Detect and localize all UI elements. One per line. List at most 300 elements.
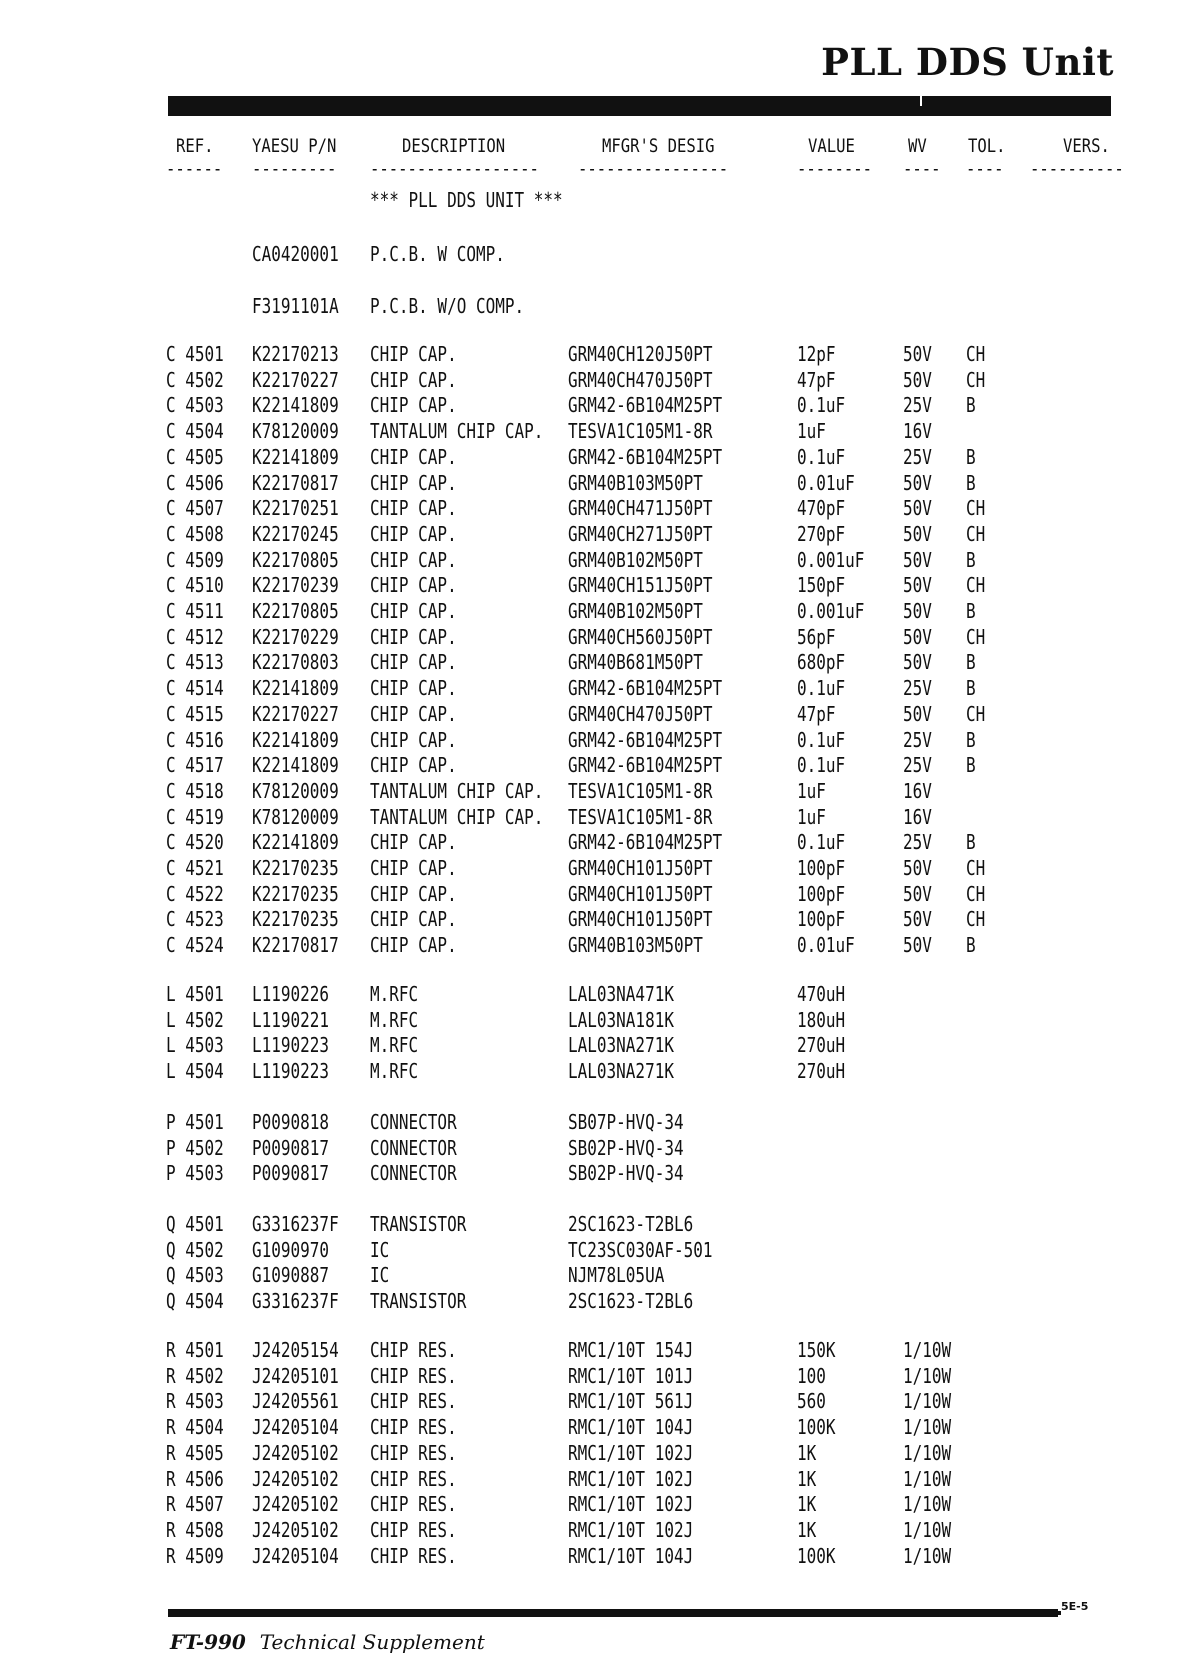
part-description: P.C.B. W COMP.: [370, 242, 505, 266]
table-row: [0, 1059, 1190, 1085]
cell-desc: CHIP CAP.: [370, 367, 457, 392]
table-row: [0, 1110, 1190, 1136]
column-header: [602, 135, 715, 157]
cell-tol: B: [966, 830, 976, 855]
cell-pn: K22170227: [252, 701, 339, 726]
cell-mfgr: RMC1/10T 101J: [568, 1363, 694, 1388]
cell-ref: Q 4501: [166, 1212, 224, 1236]
column-header-label: DESCRIPTION: [402, 135, 506, 157]
cell-tol: B: [966, 470, 976, 495]
column-header-underline: ------------------: [370, 158, 539, 180]
cell-pn: K22170229: [252, 624, 339, 649]
page-number: 5E-5: [1061, 1600, 1089, 1613]
cell-mfgr: TESVA1C105M1-8R: [568, 804, 713, 829]
cell-pn: L1190223: [252, 1059, 330, 1084]
cell-wv: 25V: [903, 676, 932, 701]
cell-value: 470uH: [797, 982, 846, 1006]
table-row: [0, 1263, 1190, 1289]
cell-tol: CH: [966, 907, 986, 932]
part-number: CA0420001: [252, 242, 339, 266]
cell-value: 1uF: [797, 778, 826, 803]
cell-mfgr: 2SC1623-T2BL6: [568, 1212, 694, 1236]
cell-ref: P 4503: [166, 1161, 224, 1186]
table-row: [0, 1415, 1190, 1441]
cell-ref: C 4503: [166, 393, 224, 418]
cell-desc: CHIP RES.: [370, 1415, 457, 1440]
cell-desc: TANTALUM CHIP CAP.: [370, 804, 544, 829]
cell-mfgr: GRM40CH101J50PT: [568, 881, 713, 906]
table-row: [0, 702, 1190, 728]
cell-ref: C 4519: [166, 804, 224, 829]
cell-value: 100pF: [797, 856, 846, 880]
cell-ref: C 4523: [166, 907, 224, 932]
cell-wv: 1/10W: [903, 1517, 952, 1542]
cell-mfgr: GRM40B102M50PT: [568, 547, 703, 572]
column-header-label: VERS.: [1063, 135, 1110, 157]
cell-desc: CHIP CAP.: [370, 881, 457, 906]
column-header: [176, 135, 214, 157]
cell-pn: G3316237F: [252, 1289, 339, 1314]
cell-mfgr: RMC1/10T 102J: [568, 1466, 694, 1491]
cell-mfgr: NJM78L05UA: [568, 1263, 665, 1288]
cell-mfgr: GRM40CH101J50PT: [568, 907, 713, 932]
cell-mfgr: GRM40CH101J50PT: [568, 856, 713, 880]
cell-wv: 16V: [903, 804, 932, 829]
cell-desc: CHIP CAP.: [370, 676, 457, 701]
cell-ref: L 4504: [166, 1059, 224, 1084]
cell-value: 1uF: [797, 419, 826, 444]
column-header-underline: ----------: [1030, 158, 1124, 180]
cell-ref: C 4518: [166, 778, 224, 803]
cell-pn: K78120009: [252, 804, 339, 829]
column-header-underline: ----: [903, 158, 941, 180]
cell-value: 100: [797, 1363, 826, 1388]
cell-pn: K22141809: [252, 393, 339, 418]
cell-ref: C 4522: [166, 881, 224, 906]
cell-value: 100K: [797, 1543, 836, 1568]
cell-desc: CHIP CAP.: [370, 907, 457, 932]
table-row: [0, 496, 1190, 522]
cell-tol: B: [966, 650, 976, 675]
table-row: [0, 1136, 1190, 1162]
table-row: [0, 1238, 1190, 1264]
cell-ref: P 4502: [166, 1135, 224, 1160]
footer-model: FT-990: [170, 1630, 246, 1654]
cell-desc: CHIP CAP.: [370, 573, 457, 598]
cell-desc: CHIP RES.: [370, 1543, 457, 1568]
cell-desc: CHIP RES.: [370, 1440, 457, 1465]
cell-value: 680pF: [797, 650, 846, 675]
cell-pn: G1090970: [252, 1237, 330, 1262]
cell-desc: CHIP CAP.: [370, 650, 457, 675]
table-row: [0, 471, 1190, 497]
table-row: [0, 753, 1190, 779]
cell-mfgr: RMC1/10T 104J: [568, 1415, 694, 1440]
cell-desc: CHIP CAP.: [370, 599, 457, 623]
cell-tol: CH: [966, 624, 986, 649]
cell-ref: C 4510: [166, 573, 224, 598]
cell-pn: J24205154: [252, 1338, 339, 1362]
table-row: [0, 1518, 1190, 1544]
cell-mfgr: GRM42-6B104M25PT: [568, 727, 723, 752]
cell-ref: C 4507: [166, 496, 224, 521]
cell-tol: CH: [966, 881, 986, 906]
cell-wv: 50V: [903, 933, 932, 958]
cell-mfgr: RMC1/10T 102J: [568, 1492, 694, 1517]
cell-tol: B: [966, 547, 976, 572]
cell-ref: R 4509: [166, 1543, 224, 1568]
table-row: [0, 342, 1190, 368]
cell-value: 150pF: [797, 573, 846, 598]
cell-ref: L 4503: [166, 1033, 224, 1058]
cell-pn: J24205102: [252, 1440, 339, 1465]
cell-pn: K22170235: [252, 856, 339, 880]
cell-mfgr: SB02P-HVQ-34: [568, 1135, 684, 1160]
section-header-text: *** PLL DDS UNIT ***: [370, 188, 563, 212]
cell-desc: TRANSISTOR: [370, 1289, 467, 1314]
cell-pn: K22170227: [252, 367, 339, 392]
table-row: [0, 445, 1190, 471]
cell-wv: 50V: [903, 599, 932, 623]
cell-ref: C 4515: [166, 701, 224, 726]
column-header: [402, 135, 505, 157]
table-row: [0, 1338, 1190, 1364]
table-row: [0, 1467, 1190, 1493]
table-row: [0, 1212, 1190, 1238]
cell-desc: CHIP CAP.: [370, 496, 457, 521]
cell-desc: TRANSISTOR: [370, 1212, 467, 1236]
cell-desc: CHIP CAP.: [370, 470, 457, 495]
cell-wv: 50V: [903, 881, 932, 906]
cell-mfgr: GRM40CH470J50PT: [568, 367, 713, 392]
table-row: [0, 1441, 1190, 1467]
cell-mfgr: LAL03NA181K: [568, 1007, 674, 1032]
cell-wv: 25V: [903, 753, 932, 778]
table-row: [0, 830, 1190, 856]
cell-ref: L 4502: [166, 1007, 224, 1032]
cell-mfgr: GRM40CH560J50PT: [568, 624, 713, 649]
column-header: [968, 135, 1006, 157]
table-row: [0, 522, 1190, 548]
cell-value: 0.1uF: [797, 753, 846, 778]
cell-tol: B: [966, 933, 976, 958]
cell-pn: P0090817: [252, 1135, 330, 1160]
cell-wv: 1/10W: [903, 1415, 952, 1440]
cell-pn: L1190221: [252, 1007, 330, 1032]
cell-wv: 50V: [903, 573, 932, 598]
cell-desc: TANTALUM CHIP CAP.: [370, 419, 544, 444]
section-header: [0, 188, 1190, 214]
cell-ref: R 4505: [166, 1440, 224, 1465]
part-description: P.C.B. W/O COMP.: [370, 294, 525, 318]
cell-pn: G3316237F: [252, 1212, 339, 1236]
cell-value: 0.1uF: [797, 830, 846, 855]
cell-pn: K22170235: [252, 881, 339, 906]
cell-ref: C 4509: [166, 547, 224, 572]
cell-pn: J24205101: [252, 1363, 339, 1388]
cell-pn: K22170245: [252, 521, 339, 546]
table-row: [0, 1289, 1190, 1315]
table-row: [0, 294, 1190, 320]
cell-pn: K22141809: [252, 727, 339, 752]
cell-value: 560: [797, 1389, 826, 1414]
footer: [170, 1630, 485, 1654]
cell-mfgr: GRM40B681M50PT: [568, 650, 703, 675]
cell-wv: 50V: [903, 470, 932, 495]
cell-pn: K22170251: [252, 496, 339, 521]
cell-mfgr: LAL03NA271K: [568, 1033, 674, 1058]
cell-pn: J24205102: [252, 1492, 339, 1517]
cell-value: 470pF: [797, 496, 846, 521]
cell-mfgr: GRM42-6B104M25PT: [568, 676, 723, 701]
cell-mfgr: RMC1/10T 102J: [568, 1517, 694, 1542]
cell-pn: P0090818: [252, 1110, 330, 1134]
cell-desc: CHIP RES.: [370, 1466, 457, 1491]
cell-desc: TANTALUM CHIP CAP.: [370, 778, 544, 803]
cell-pn: K22170817: [252, 470, 339, 495]
column-header-underline: ----: [966, 158, 1004, 180]
cell-mfgr: RMC1/10T 561J: [568, 1389, 694, 1414]
cell-desc: CHIP CAP.: [370, 444, 457, 469]
cell-tol: CH: [966, 496, 986, 521]
table-row: [0, 650, 1190, 676]
cell-pn: L1190223: [252, 1033, 330, 1058]
cell-wv: 1/10W: [903, 1466, 952, 1491]
cell-desc: M.RFC: [370, 1007, 419, 1032]
cell-pn: K22141809: [252, 444, 339, 469]
cell-value: 270uH: [797, 1059, 846, 1084]
cell-desc: CHIP RES.: [370, 1338, 457, 1362]
cell-wv: 25V: [903, 727, 932, 752]
cell-mfgr: TC23SC030AF-501: [568, 1237, 713, 1262]
cell-pn: L1190226: [252, 982, 330, 1006]
table-row: [0, 1008, 1190, 1034]
table-row: [0, 419, 1190, 445]
cell-ref: C 4504: [166, 419, 224, 444]
cell-wv: 50V: [903, 547, 932, 572]
table-row: [0, 907, 1190, 933]
cell-wv: 1/10W: [903, 1492, 952, 1517]
cell-desc: CHIP CAP.: [370, 342, 457, 366]
cell-desc: CHIP CAP.: [370, 856, 457, 880]
cell-wv: 1/10W: [903, 1543, 952, 1568]
cell-pn: J24205561: [252, 1389, 339, 1414]
bottom-rule: [168, 1609, 1058, 1617]
column-header-underline: --------: [797, 158, 873, 180]
cell-wv: 50V: [903, 342, 932, 366]
cell-value: 0.1uF: [797, 676, 846, 701]
column-header-underline: ----------------: [578, 158, 729, 180]
table-row: [0, 548, 1190, 574]
cell-tol: B: [966, 444, 976, 469]
cell-value: 47pF: [797, 701, 836, 726]
cell-wv: 50V: [903, 521, 932, 546]
cell-ref: P 4501: [166, 1110, 224, 1134]
column-header: [908, 135, 927, 157]
table-row: [0, 805, 1190, 831]
cell-value: 100pF: [797, 907, 846, 932]
cell-desc: CHIP CAP.: [370, 547, 457, 572]
cell-ref: R 4502: [166, 1363, 224, 1388]
cell-mfgr: GRM40CH470J50PT: [568, 701, 713, 726]
cell-ref: C 4513: [166, 650, 224, 675]
cell-pn: K22141809: [252, 830, 339, 855]
table-row: [0, 1161, 1190, 1187]
cell-value: 0.01uF: [797, 470, 855, 495]
cell-pn: K78120009: [252, 419, 339, 444]
cell-ref: C 4506: [166, 470, 224, 495]
cell-ref: C 4501: [166, 342, 224, 366]
cell-desc: CHIP RES.: [370, 1363, 457, 1388]
footer-supplement: Technical Supplement: [259, 1630, 485, 1654]
cell-ref: C 4505: [166, 444, 224, 469]
cell-tol: CH: [966, 367, 986, 392]
cell-desc: CHIP RES.: [370, 1389, 457, 1414]
table-row: [0, 982, 1190, 1008]
cell-desc: CONNECTOR: [370, 1135, 457, 1160]
column-header-underline: ---------: [252, 158, 337, 180]
cell-mfgr: 2SC1623-T2BL6: [568, 1289, 694, 1314]
cell-tol: CH: [966, 521, 986, 546]
cell-desc: CONNECTOR: [370, 1110, 457, 1134]
cell-mfgr: GRM42-6B104M25PT: [568, 444, 723, 469]
cell-wv: 1/10W: [903, 1440, 952, 1465]
cell-ref: C 4524: [166, 933, 224, 958]
table-row: [0, 1492, 1190, 1518]
cell-wv: 1/10W: [903, 1389, 952, 1414]
cell-wv: 50V: [903, 856, 932, 880]
cell-tol: CH: [966, 856, 986, 880]
cell-desc: CONNECTOR: [370, 1161, 457, 1186]
cell-value: 100pF: [797, 881, 846, 906]
cell-pn: J24205104: [252, 1415, 339, 1440]
cell-mfgr: GRM40B103M50PT: [568, 933, 703, 958]
cell-ref: R 4503: [166, 1389, 224, 1414]
table-row: [0, 728, 1190, 754]
cell-pn: K22170805: [252, 599, 339, 623]
cell-ref: L 4501: [166, 982, 224, 1006]
page-title: PLL DDS Unit: [821, 40, 1114, 84]
cell-wv: 25V: [903, 393, 932, 418]
cell-mfgr: LAL03NA271K: [568, 1059, 674, 1084]
cell-desc: CHIP RES.: [370, 1517, 457, 1542]
cell-value: 0.001uF: [797, 599, 865, 623]
cell-ref: R 4507: [166, 1492, 224, 1517]
cell-value: 270uH: [797, 1033, 846, 1058]
cell-ref: R 4504: [166, 1415, 224, 1440]
column-header: [252, 135, 336, 157]
cell-value: 12pF: [797, 342, 836, 366]
cell-desc: M.RFC: [370, 1059, 419, 1084]
cell-mfgr: GRM42-6B104M25PT: [568, 830, 723, 855]
cell-pn: G1090887: [252, 1263, 330, 1288]
table-row: [0, 933, 1190, 959]
cell-desc: IC: [370, 1263, 390, 1288]
cell-ref: C 4520: [166, 830, 224, 855]
cell-mfgr: GRM42-6B104M25PT: [568, 753, 723, 778]
cell-tol: B: [966, 727, 976, 752]
cell-desc: CHIP CAP.: [370, 393, 457, 418]
cell-mfgr: TESVA1C105M1-8R: [568, 419, 713, 444]
table-row: [0, 676, 1190, 702]
table-row: [0, 882, 1190, 908]
cell-desc: CHIP CAP.: [370, 933, 457, 958]
cell-pn: K22170235: [252, 907, 339, 932]
cell-value: 180uH: [797, 1007, 846, 1032]
table-row: [0, 242, 1190, 268]
cell-pn: K22141809: [252, 676, 339, 701]
column-header-underline: ------: [166, 158, 223, 180]
cell-mfgr: RMC1/10T 104J: [568, 1543, 694, 1568]
top-rule-notch: [920, 96, 922, 106]
cell-wv: 50V: [903, 496, 932, 521]
cell-wv: 25V: [903, 830, 932, 855]
cell-value: 1K: [797, 1492, 817, 1517]
cell-mfgr: TESVA1C105M1-8R: [568, 778, 713, 803]
table-row: [0, 1544, 1190, 1570]
table-row: [0, 856, 1190, 882]
cell-wv: 50V: [903, 367, 932, 392]
cell-ref: R 4506: [166, 1466, 224, 1491]
table-row: [0, 1389, 1190, 1415]
cell-pn: K22170239: [252, 573, 339, 598]
table-row: [0, 1033, 1190, 1059]
cell-mfgr: RMC1/10T 102J: [568, 1440, 694, 1465]
cell-mfgr: SB02P-HVQ-34: [568, 1161, 684, 1186]
cell-ref: C 4512: [166, 624, 224, 649]
cell-value: 47pF: [797, 367, 836, 392]
part-number: F3191101A: [252, 294, 339, 318]
cell-wv: 50V: [903, 650, 932, 675]
cell-tol: B: [966, 753, 976, 778]
cell-ref: R 4501: [166, 1338, 224, 1362]
cell-pn: K22141809: [252, 753, 339, 778]
cell-desc: CHIP CAP.: [370, 701, 457, 726]
top-rule: [168, 96, 1111, 116]
cell-ref: Q 4502: [166, 1237, 224, 1262]
cell-desc: CHIP CAP.: [370, 624, 457, 649]
cell-value: 1K: [797, 1466, 817, 1491]
table-row: [0, 625, 1190, 651]
cell-ref: R 4508: [166, 1517, 224, 1542]
table-row: [0, 779, 1190, 805]
cell-ref: C 4508: [166, 521, 224, 546]
cell-wv: 25V: [903, 444, 932, 469]
cell-mfgr: GRM40B103M50PT: [568, 470, 703, 495]
column-header-label: WV: [908, 135, 927, 157]
cell-wv: 50V: [903, 624, 932, 649]
column-header-label: YAESU P/N: [252, 135, 337, 157]
cell-value: 270pF: [797, 521, 846, 546]
column-header-label: VALUE: [808, 135, 855, 157]
cell-tol: B: [966, 599, 976, 623]
cell-wv: 1/10W: [903, 1338, 952, 1362]
cell-pn: P0090817: [252, 1161, 330, 1186]
cell-pn: J24205102: [252, 1517, 339, 1542]
cell-wv: 50V: [903, 701, 932, 726]
cell-mfgr: GRM40CH151J50PT: [568, 573, 713, 598]
cell-pn: J24205102: [252, 1466, 339, 1491]
cell-desc: M.RFC: [370, 1033, 419, 1058]
cell-mfgr: GRM40CH120J50PT: [568, 342, 713, 366]
cell-wv: 16V: [903, 778, 932, 803]
cell-ref: C 4516: [166, 727, 224, 752]
table-row: [0, 599, 1190, 625]
cell-desc: CHIP CAP.: [370, 753, 457, 778]
cell-ref: C 4502: [166, 367, 224, 392]
cell-pn: K22170803: [252, 650, 339, 675]
cell-tol: CH: [966, 573, 986, 598]
